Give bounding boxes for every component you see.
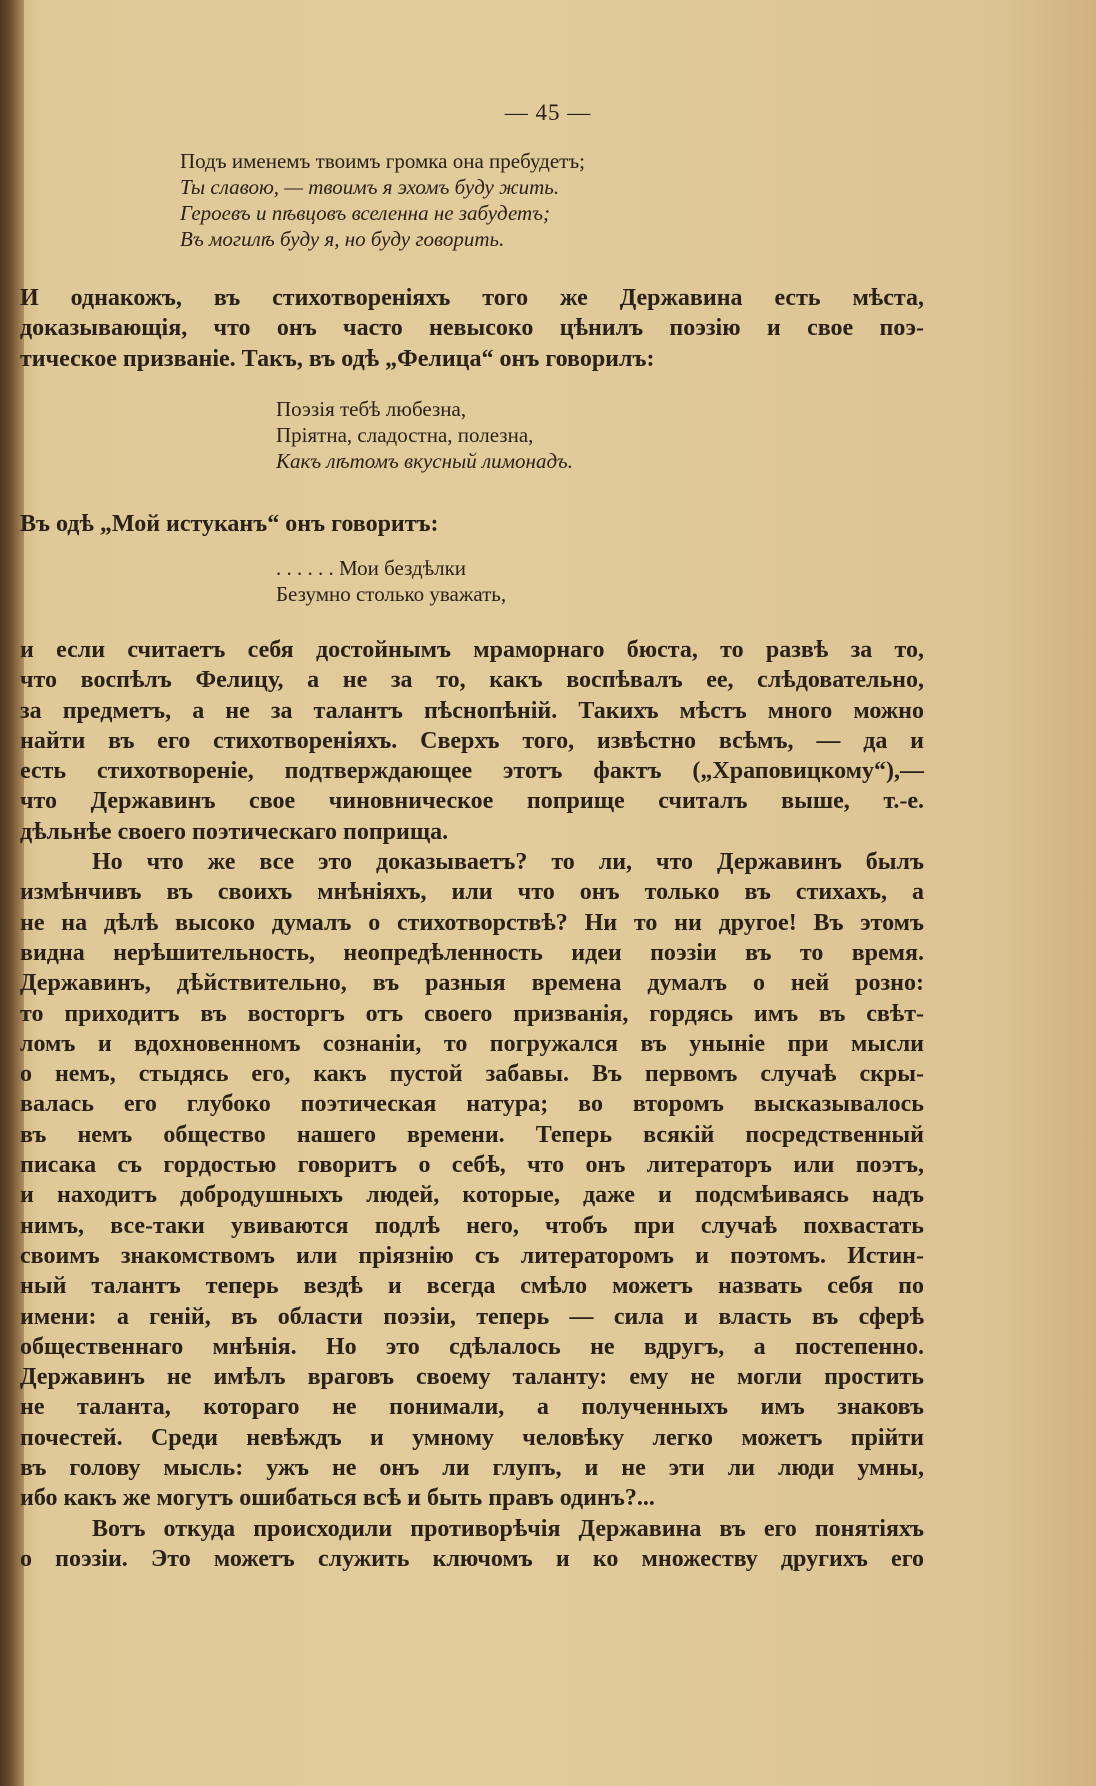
verse-line: Безумно столько уважать, [276, 582, 507, 606]
text-line: своимъ знакомствомъ или пріязнію съ литераторомъ и поэтомъ. Истин- [20, 1242, 924, 1269]
verse-quote-1 [180, 148, 585, 252]
verse-line: Поэзія тебѣ любезна, [276, 397, 467, 421]
text-line: имени: а геній, въ области поэзіи, теперь — сила и власть въ сферѣ [20, 1303, 924, 1330]
text-line: не таланта, котораго не понимали, а полученныхъ имъ знаковъ [20, 1394, 924, 1421]
text-line: доказывающія, что онъ часто невысоко цѣнилъ поэзію и свое поэ- [20, 315, 924, 342]
text-line: ибо какъ же могутъ ошибаться всѣ и быть правъ одинъ?... [20, 1485, 655, 1512]
text-line: И однакожъ, въ стихотвореніяхъ того же Державина есть мѣста, [20, 285, 924, 311]
text-line: ломъ и вдохновенномъ сознаніи, то погружался въ уныніе при мысли [20, 1030, 924, 1057]
text-line: за предметъ, а не за талантъ пѣснопѣній. Такихъ мѣстъ много можно [20, 697, 924, 724]
text-line: не на дѣлѣ высоко думалъ о стихотворствѣ? Ни то ни другое! Въ этомъ [20, 909, 924, 936]
verse-line: Героевъ и пѣвцовъ вселенна не забудетъ; [180, 201, 551, 225]
paragraph-1 [20, 283, 924, 374]
page-number: — 45 — [504, 100, 592, 125]
text-line: писака съ гордостью говоритъ о себѣ, что онъ литераторъ или поэтъ, [20, 1152, 924, 1179]
text-line: то приходитъ въ восторгъ отъ своего призванія, гордясь имъ въ свѣт- [20, 1000, 924, 1027]
paragraph-3 [20, 635, 924, 1574]
text-line: видна нерѣшительность, неопредѣленность идеи поэзіи въ то время. [20, 939, 924, 966]
text-line: найти въ его стихотвореніяхъ. Сверхъ того, извѣстно всѣмъ, — да и [20, 727, 924, 754]
text-line: и находитъ добродушныхъ людей, которые, даже и подсмѣиваясь надъ [20, 1182, 924, 1209]
verse-quote-3 [276, 555, 506, 607]
text-line: и если считаетъ себя достойнымъ мраморнаго бюста, то развѣ за то, [20, 637, 924, 663]
verse-line: Въ могилѣ буду я, но буду говорить. [180, 227, 505, 251]
verse-line: Подъ именемъ твоимъ громка она пребудетъ; [180, 149, 586, 173]
text-line: въ голову мысль: ужъ не онъ ли глупъ, и не эти ли люди умны, [20, 1455, 924, 1482]
verse-line: Ты славою, — твоимъ я эхомъ буду жить. [180, 175, 560, 199]
text-line: Въ одѣ „Мой истуканъ“ онъ говоритъ: [20, 511, 439, 537]
text-line: ный талантъ теперь вездѣ и всегда смѣло можетъ назвать себя по [20, 1273, 924, 1300]
text-line: Но что же все это доказываетъ? то ли, что Державинъ былъ [92, 849, 924, 876]
paragraph-2 [20, 509, 924, 539]
text-line: Державинъ, дѣйствительно, въ разныя времена думалъ о ней розно: [20, 970, 924, 997]
verse-line: Какъ лѣтомъ вкусный лимонадъ. [276, 449, 573, 473]
text-line: измѣнчивъ въ своихъ мнѣніяхъ, или что онъ только въ стихахъ, а [20, 879, 924, 906]
text-line: нимъ, все-таки увиваются подлѣ него, чтобъ при случаѣ похвастать [20, 1212, 924, 1239]
text-line: что Державинъ свое чиновническое поприще считалъ выше, т.-е. [20, 788, 924, 815]
text-line: о немъ, стыдясь его, какъ пустой забавы. Въ первомъ случаѣ скры- [20, 1061, 924, 1088]
text-line: дѣльнѣе своего поэтическаго поприща. [20, 818, 449, 845]
text-line: тическое призваніе. Такъ, въ одѣ „Фелица“ онъ говорилъ: [20, 345, 655, 372]
verse-line: Пріятна, сладостна, полезна, [276, 423, 534, 447]
text-line: валась его глубоко поэтическая натура; во второмъ высказывалось [20, 1091, 924, 1118]
verse-line: . . . . . . Мои бездѣлки [276, 556, 467, 580]
text-line: Державинъ не имѣлъ враговъ своему таланту: ему не могли простить [20, 1364, 924, 1391]
text-line: въ немъ общество нашего времени. Теперь всякій посредственный [20, 1121, 924, 1148]
text-line: Вотъ откуда происходили противорѣчія Державина въ его понятіяхъ [92, 1515, 924, 1542]
text-line: о поэзіи. Это можетъ служить ключомъ и ко множеству другихъ его [20, 1545, 924, 1572]
text-line: что воспѣлъ Фелицу, а не за то, какъ воспѣвалъ ее, слѣдовательно, [20, 667, 924, 694]
text-line: есть стихотвореніе, подтверждающее этотъ фактъ („Храповицкому“),— [20, 758, 924, 785]
text-line: общественнаго мнѣнія. Но это сдѣлалось не вдругъ, а постепенно. [20, 1333, 924, 1360]
verse-quote-2 [276, 396, 573, 474]
text-line: почестей. Среди невѣждъ и умному человѣку легко можетъ прійти [20, 1424, 924, 1451]
